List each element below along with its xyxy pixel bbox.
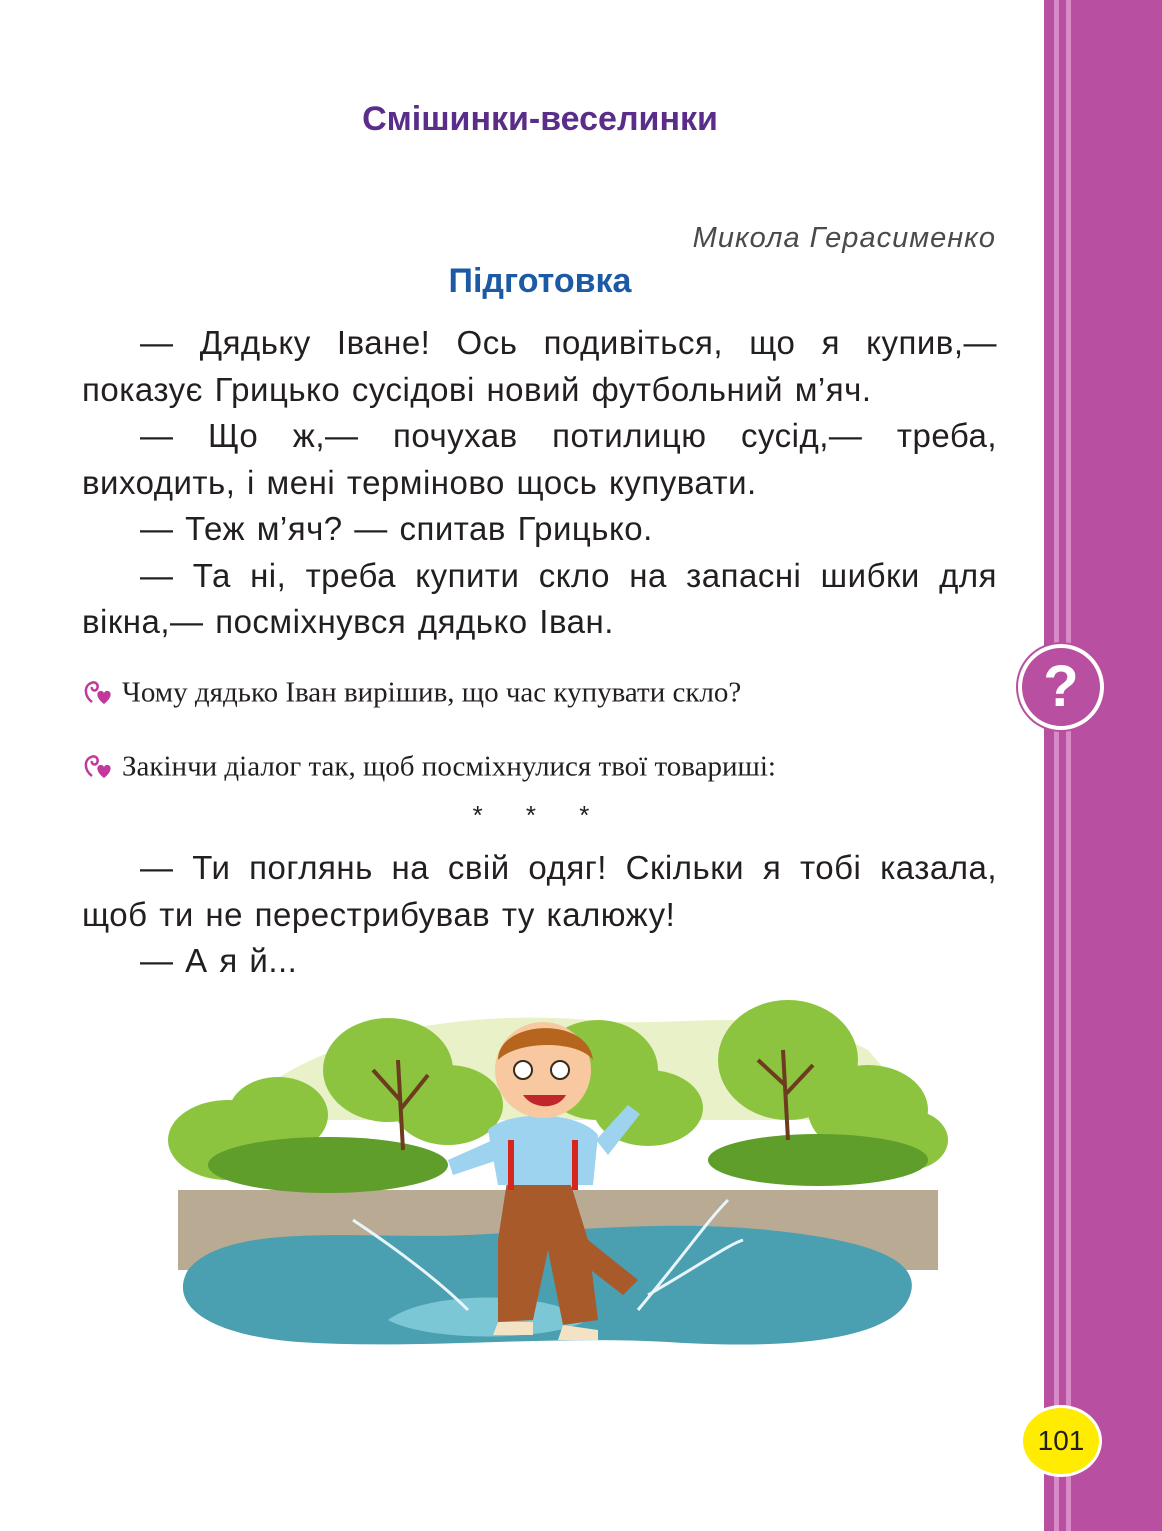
heart-swirl-icon [82,748,122,790]
story-text-part-1 [82,320,997,646]
story-text-part-2 [82,845,997,985]
story-paragraph: — Та ні, треба купити скло на запасні шибки для вікна,— посміхнувся дядько Іван. [82,556,997,640]
sidebar-line [1066,0,1071,1531]
story-paragraph: — Дядьку Іване! Ось подивіться, що я купив,— показує Грицько сусідові новий футбольний м’яч. [82,324,997,408]
heart-swirl-icon [82,674,122,716]
separator-stars: * * * [472,800,608,830]
story-paragraph: — Теж м’яч? — спитав Грицько. [140,510,653,547]
page-number: 101 [1020,1405,1102,1477]
sidebar-line [1054,0,1059,1531]
section-title: Смішинки-веселинки [362,100,718,138]
story-title: Підготовка [448,262,632,300]
boy-puddle-illustration [168,990,958,1360]
task-text: Чому дядько Іван вирішив, що час купувати скло? [122,676,742,709]
sidebar-stripe [1044,0,1162,1531]
story-paragraph: — А я й... [140,942,298,979]
task-item [82,674,997,716]
question-icon: ? [1018,644,1104,730]
task-item [82,748,997,790]
story-paragraph: — Ти поглянь на свій одяг! Скільки я тобі казала, щоб ти не перестрибував ту калюжу! [82,849,997,933]
task-text: Закінчи діалог так, щоб посміхнулися твої товариші: [122,750,776,783]
author-name: Микола Герасименко [692,222,996,254]
story-paragraph: — Що ж,— почухав потилицю сусід,— треба, виходить, і мені терміново щось купувати. [82,417,997,501]
